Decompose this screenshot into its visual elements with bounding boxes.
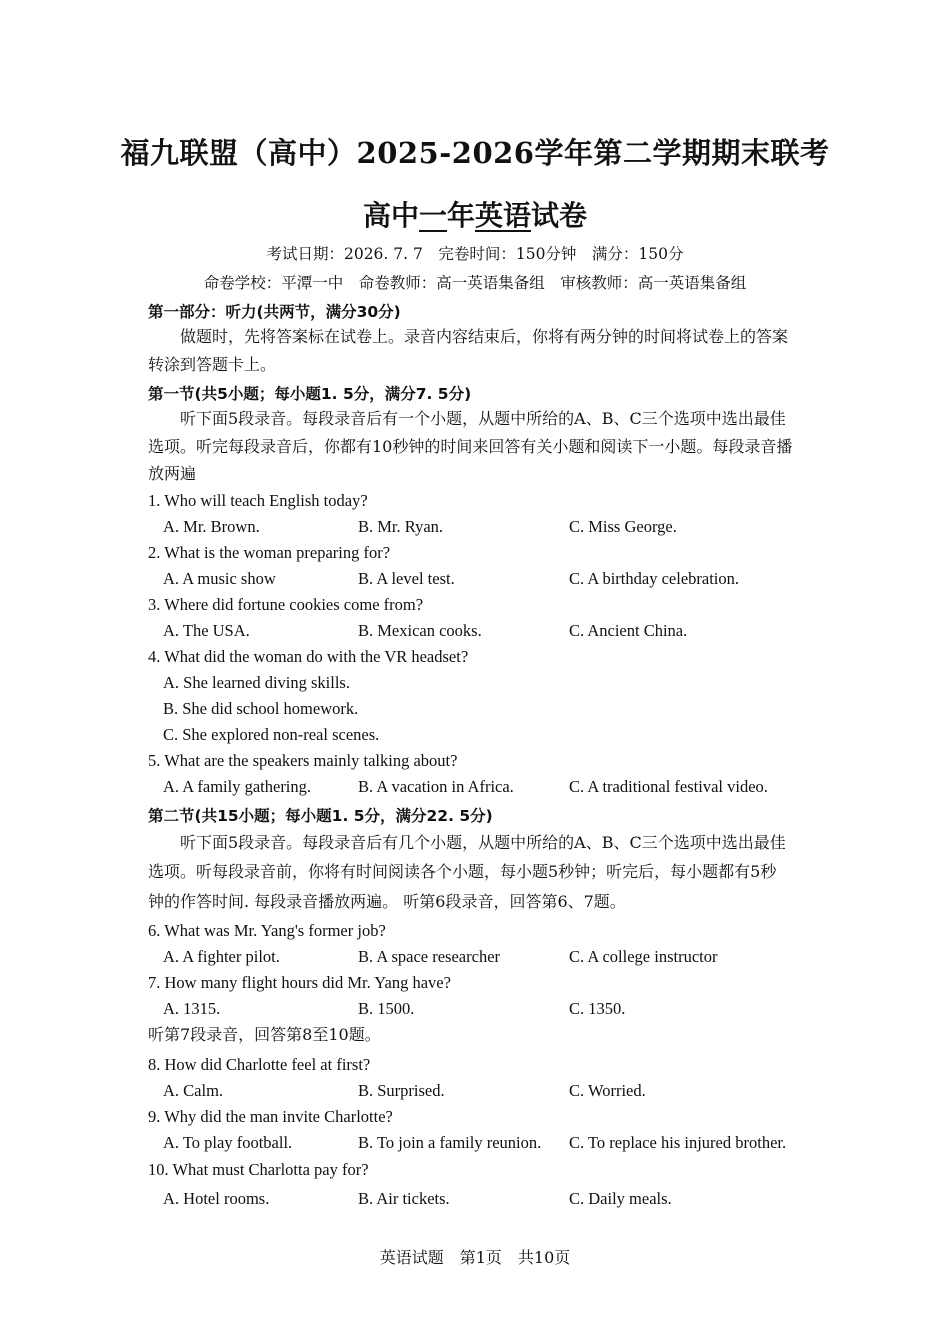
exam-subtitle: [0, 194, 950, 234]
section1-intro-line2: 选项。听完每段录音后，你都有10秒钟的时间来回答有关小题和阅读下一小题。每段录音播: [148, 437, 793, 456]
subtitle-prefix: 高中: [362, 199, 419, 232]
part1-intro-line2: 转涂到答题卡上。: [148, 355, 277, 374]
q3-option-a: A. The USA.: [163, 621, 250, 640]
q2-option-b: B. A level test.: [358, 569, 455, 588]
q1-option-a: A. Mr. Brown.: [163, 517, 260, 536]
q8-option-b: B. Surprised.: [358, 1081, 445, 1100]
question-8: 8. How did Charlotte feel at first?: [148, 1055, 371, 1074]
exam-title: 福九联盟（高中）2025-2026学年第二学期期末联考: [120, 136, 830, 170]
question-7: 7. How many flight hours did Mr. Yang have?: [148, 973, 451, 992]
q6-option-c: C. A college instructor: [569, 947, 718, 966]
q1-option-c: C. Miss George.: [569, 517, 677, 536]
section2-intro-line2: 选项。听每段录音前，你将有时间阅读各个小题，每小题5秒钟；听完后，每小题都有5秒: [148, 862, 777, 881]
q1-option-b: B. Mr. Ryan.: [358, 517, 444, 536]
q10-option-a: A. Hotel rooms.: [163, 1189, 270, 1208]
subtitle-mid: 年: [446, 199, 475, 232]
question-1: 1. Who will teach English today?: [148, 491, 368, 510]
q7-option-a: A. 1315.: [163, 999, 221, 1018]
page-footer: 英语试题 第1页 共10页: [379, 1248, 571, 1267]
q7-option-b: B. 1500.: [358, 999, 415, 1018]
part1-intro-line1: 做题时，先将答案标在试卷上。录音内容结束后，你将有两分钟的时间将试卷上的答案: [180, 327, 789, 346]
q4-option-b: B. She did school homework.: [163, 699, 359, 718]
q4-option-c: C. She explored non-real scenes.: [163, 725, 380, 744]
question-9: 9. Why did the man invite Charlotte?: [148, 1107, 393, 1126]
section2-heading: 第二节(共15小题；每小题1. 5分，满分22. 5分): [148, 807, 493, 825]
q6-option-a: A. A fighter pilot.: [163, 947, 280, 966]
question-3: 3. Where did fortune cookies come from?: [148, 595, 424, 614]
q3-option-b: B. Mexican cooks.: [358, 621, 482, 640]
q9-option-c: C. To replace his injured brother.: [569, 1133, 787, 1152]
q9-option-a: A. To play football.: [163, 1133, 293, 1152]
q5-option-b: B. A vacation in Africa.: [358, 777, 514, 796]
q2-option-a: A. A music show: [163, 569, 276, 588]
section1-heading: 第一节(共5小题；每小题1. 5分，满分7. 5分): [148, 385, 472, 403]
section2-intro-line3: 钟的作答时间. 每段录音播放两遍。 听第6段录音，回答第6、7题。: [148, 892, 626, 911]
q4-option-a: A. She learned diving skills.: [163, 673, 350, 692]
q5-option-c: C. A traditional festival video.: [569, 777, 768, 796]
q8-option-c: C. Worried.: [569, 1081, 646, 1100]
exam-info: 考试日期：2026. 7. 7 完卷时间：150分钟 满分：150分: [266, 245, 684, 263]
subtitle-grade: 一: [418, 199, 447, 232]
q5-option-a: A. A family gathering.: [163, 777, 312, 796]
question-5: 5. What are the speakers mainly talking about?: [148, 751, 458, 770]
q9-option-b: B. To join a family reunion.: [358, 1133, 542, 1152]
q8-option-a: A. Calm.: [163, 1081, 224, 1100]
question-2: 2. What is the woman preparing for?: [148, 543, 391, 562]
q6-option-b: B. A space researcher: [358, 947, 501, 966]
q10-option-b: B. Air tickets.: [358, 1189, 450, 1208]
question-6: 6. What was Mr. Yang's former job?: [148, 921, 386, 940]
question-10: 10. What must Charlotta pay for?: [148, 1160, 369, 1179]
part1-heading: 第一部分：听力(共两节，满分30分): [148, 303, 401, 321]
q10-option-c: C. Daily meals.: [569, 1189, 672, 1208]
section1-intro-line1: 听下面5段录音。每段录音后有一个小题，从题中所给的A、B、C三个选项中选出最佳: [180, 409, 786, 428]
author-info: 命卷学校：平潭一中 命卷教师：高一英语集备组 审核教师：高一英语集备组: [203, 274, 747, 292]
section1-intro-line3: 放两遍: [148, 464, 197, 483]
question-4: 4. What did the woman do with the VR headset?: [148, 647, 469, 666]
q3-option-c: C. Ancient China.: [569, 621, 688, 640]
q7-option-c: C. 1350.: [569, 999, 626, 1018]
subtitle-subject: 英语: [475, 199, 532, 232]
q2-option-c: C. A birthday celebration.: [569, 569, 740, 588]
instruction-recording-7: 听第7段录音，回答第8至10题。: [148, 1025, 381, 1044]
section2-intro-line1: 听下面5段录音。每段录音后有几个小题，从题中所给的A、B、C三个选项中选出最佳: [180, 833, 786, 852]
subtitle-suffix: 试卷: [531, 199, 588, 232]
